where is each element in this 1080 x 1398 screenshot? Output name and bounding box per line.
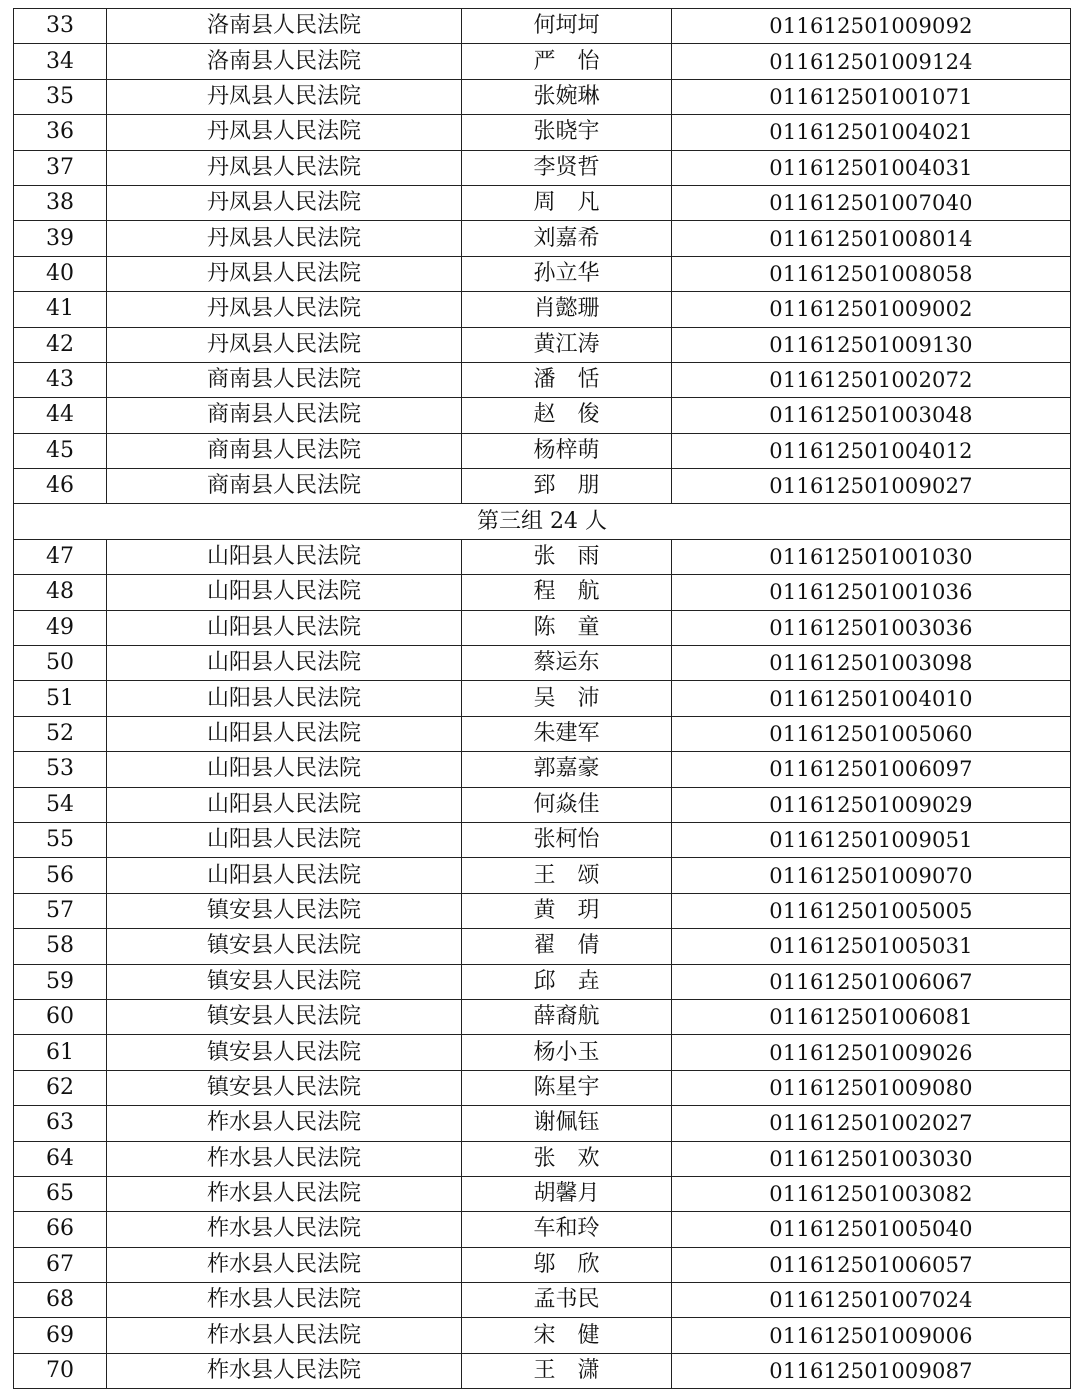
person-name: 宋 健	[462, 1318, 672, 1353]
row-number: 59	[14, 964, 107, 999]
table-row	[14, 893, 1071, 928]
table-row	[14, 1141, 1071, 1176]
candidate-id: 011612501009080	[672, 1070, 1071, 1105]
person-name: 刘嘉希	[462, 221, 672, 256]
table-row	[14, 469, 1071, 504]
court-name: 山阳县人民法院	[107, 822, 462, 857]
roster-rows-after	[14, 539, 1071, 1388]
court-name: 柞水县人民法院	[107, 1106, 462, 1141]
person-name: 张柯怡	[462, 822, 672, 857]
row-number: 45	[14, 433, 107, 468]
person-name: 黄 玥	[462, 893, 672, 928]
row-number: 70	[14, 1353, 107, 1388]
candidate-id: 011612501009051	[672, 822, 1071, 857]
table-row	[14, 1106, 1071, 1141]
candidate-id: 011612501005040	[672, 1212, 1071, 1247]
person-name: 王 潇	[462, 1353, 672, 1388]
candidate-id: 011612501006057	[672, 1247, 1071, 1282]
candidate-id: 011612501004021	[672, 115, 1071, 150]
row-number: 55	[14, 822, 107, 857]
table-row	[14, 999, 1071, 1034]
table-row	[14, 1176, 1071, 1211]
row-number: 41	[14, 292, 107, 327]
candidate-id: 011612501009006	[672, 1318, 1071, 1353]
row-number: 42	[14, 327, 107, 362]
table-row	[14, 1035, 1071, 1070]
row-number: 33	[14, 9, 107, 44]
court-name: 镇安县人民法院	[107, 893, 462, 928]
table-row	[14, 964, 1071, 999]
person-name: 杨小玉	[462, 1035, 672, 1070]
table-row	[14, 787, 1071, 822]
candidate-id: 011612501006067	[672, 964, 1071, 999]
table-row	[14, 1353, 1071, 1388]
candidate-id: 011612501003048	[672, 398, 1071, 433]
person-name: 胡馨月	[462, 1176, 672, 1211]
candidate-id: 011612501007040	[672, 185, 1071, 220]
row-number: 38	[14, 185, 107, 220]
group-header-section	[14, 504, 1071, 539]
court-name: 丹凤县人民法院	[107, 150, 462, 185]
table-row	[14, 752, 1071, 787]
row-number: 48	[14, 575, 107, 610]
person-name: 薛裔航	[462, 999, 672, 1034]
court-name: 山阳县人民法院	[107, 858, 462, 893]
candidate-id: 011612501003082	[672, 1176, 1071, 1211]
row-number: 57	[14, 893, 107, 928]
candidate-id: 011612501001071	[672, 79, 1071, 114]
court-name: 柞水县人民法院	[107, 1318, 462, 1353]
table-row	[14, 221, 1071, 256]
table-row	[14, 822, 1071, 857]
table-row	[14, 9, 1071, 44]
candidate-id: 011612501001036	[672, 575, 1071, 610]
person-name: 张晓宇	[462, 115, 672, 150]
court-name: 镇安县人民法院	[107, 1070, 462, 1105]
row-number: 56	[14, 858, 107, 893]
row-number: 51	[14, 681, 107, 716]
person-name: 张 雨	[462, 539, 672, 574]
court-name: 柞水县人民法院	[107, 1247, 462, 1282]
row-number: 67	[14, 1247, 107, 1282]
table-row	[14, 681, 1071, 716]
candidate-id: 011612501007024	[672, 1283, 1071, 1318]
row-number: 43	[14, 362, 107, 397]
table-row	[14, 716, 1071, 751]
row-number: 68	[14, 1283, 107, 1318]
table-row	[14, 646, 1071, 681]
court-name: 丹凤县人民法院	[107, 221, 462, 256]
group-header: 第三组 24 人	[14, 504, 1071, 539]
row-number: 50	[14, 646, 107, 681]
row-number: 64	[14, 1141, 107, 1176]
person-name: 郭嘉豪	[462, 752, 672, 787]
table-row	[14, 115, 1071, 150]
court-name: 丹凤县人民法院	[107, 256, 462, 291]
document-page	[13, 8, 1070, 1389]
candidate-id: 011612501008058	[672, 256, 1071, 291]
table-row	[14, 327, 1071, 362]
row-number: 58	[14, 929, 107, 964]
table-row	[14, 292, 1071, 327]
candidate-id: 011612501006081	[672, 999, 1071, 1034]
row-number: 69	[14, 1318, 107, 1353]
court-name: 洛南县人民法院	[107, 44, 462, 79]
candidate-id: 011612501002072	[672, 362, 1071, 397]
person-name: 黄江涛	[462, 327, 672, 362]
court-name: 商南县人民法院	[107, 433, 462, 468]
row-number: 47	[14, 539, 107, 574]
person-name: 孟书民	[462, 1283, 672, 1318]
person-name: 郅 朋	[462, 469, 672, 504]
person-name: 周 凡	[462, 185, 672, 220]
candidate-id: 011612501004012	[672, 433, 1071, 468]
candidate-id: 011612501004010	[672, 681, 1071, 716]
person-name: 赵 俊	[462, 398, 672, 433]
court-name: 柞水县人民法院	[107, 1176, 462, 1211]
table-row	[14, 1318, 1071, 1353]
row-number: 36	[14, 115, 107, 150]
candidate-id: 011612501005031	[672, 929, 1071, 964]
court-name: 商南县人民法院	[107, 398, 462, 433]
table-row	[14, 539, 1071, 574]
person-name: 张 欢	[462, 1141, 672, 1176]
candidate-id: 011612501003098	[672, 646, 1071, 681]
table-row	[14, 929, 1071, 964]
row-number: 40	[14, 256, 107, 291]
row-number: 37	[14, 150, 107, 185]
candidate-id: 011612501001030	[672, 539, 1071, 574]
row-number: 65	[14, 1176, 107, 1211]
row-number: 53	[14, 752, 107, 787]
court-name: 丹凤县人民法院	[107, 79, 462, 114]
row-number: 49	[14, 610, 107, 645]
table-row	[14, 1247, 1071, 1282]
candidate-id: 011612501008014	[672, 221, 1071, 256]
court-name: 商南县人民法院	[107, 469, 462, 504]
court-name: 柞水县人民法院	[107, 1283, 462, 1318]
row-number: 54	[14, 787, 107, 822]
table-row	[14, 1212, 1071, 1247]
group-header-row	[14, 504, 1071, 539]
court-name: 山阳县人民法院	[107, 681, 462, 716]
table-row	[14, 398, 1071, 433]
row-number: 35	[14, 79, 107, 114]
court-name: 丹凤县人民法院	[107, 185, 462, 220]
court-name: 柞水县人民法院	[107, 1141, 462, 1176]
candidate-id: 011612501005005	[672, 893, 1071, 928]
court-name: 丹凤县人民法院	[107, 327, 462, 362]
person-name: 张婉琳	[462, 79, 672, 114]
row-number: 46	[14, 469, 107, 504]
court-name: 丹凤县人民法院	[107, 292, 462, 327]
table-row	[14, 79, 1071, 114]
candidate-id: 011612501009087	[672, 1353, 1071, 1388]
table-row	[14, 185, 1071, 220]
row-number: 39	[14, 221, 107, 256]
person-name: 车和玲	[462, 1212, 672, 1247]
court-name: 山阳县人民法院	[107, 716, 462, 751]
candidate-id: 011612501004031	[672, 150, 1071, 185]
candidate-id: 011612501009029	[672, 787, 1071, 822]
candidate-id: 011612501002027	[672, 1106, 1071, 1141]
row-number: 34	[14, 44, 107, 79]
court-name: 洛南县人民法院	[107, 9, 462, 44]
person-name: 邬 欣	[462, 1247, 672, 1282]
person-name: 肖懿珊	[462, 292, 672, 327]
roster-rows-before	[14, 9, 1071, 504]
candidate-id: 011612501009130	[672, 327, 1071, 362]
person-name: 陈 童	[462, 610, 672, 645]
row-number: 60	[14, 999, 107, 1034]
candidate-id: 011612501009124	[672, 44, 1071, 79]
court-name: 丹凤县人民法院	[107, 115, 462, 150]
court-name: 山阳县人民法院	[107, 752, 462, 787]
person-name: 严 怡	[462, 44, 672, 79]
table-row	[14, 433, 1071, 468]
table-row	[14, 1070, 1071, 1105]
person-name: 孙立华	[462, 256, 672, 291]
court-name: 柞水县人民法院	[107, 1353, 462, 1388]
table-row	[14, 1283, 1071, 1318]
table-row	[14, 256, 1071, 291]
candidate-id: 011612501009070	[672, 858, 1071, 893]
row-number: 61	[14, 1035, 107, 1070]
table-row	[14, 150, 1071, 185]
person-name: 潘 恬	[462, 362, 672, 397]
person-name: 杨梓萌	[462, 433, 672, 468]
person-name: 吴 沛	[462, 681, 672, 716]
court-name: 商南县人民法院	[107, 362, 462, 397]
person-name: 何坷坷	[462, 9, 672, 44]
row-number: 66	[14, 1212, 107, 1247]
person-name: 王 颂	[462, 858, 672, 893]
court-name: 镇安县人民法院	[107, 964, 462, 999]
person-name: 翟 倩	[462, 929, 672, 964]
candidate-id: 011612501005060	[672, 716, 1071, 751]
person-name: 何焱佳	[462, 787, 672, 822]
court-name: 山阳县人民法院	[107, 575, 462, 610]
court-name: 山阳县人民法院	[107, 539, 462, 574]
roster-table	[13, 8, 1071, 1389]
court-name: 镇安县人民法院	[107, 929, 462, 964]
row-number: 62	[14, 1070, 107, 1105]
candidate-id: 011612501009092	[672, 9, 1071, 44]
table-row	[14, 44, 1071, 79]
candidate-id: 011612501006097	[672, 752, 1071, 787]
person-name: 程 航	[462, 575, 672, 610]
candidate-id: 011612501009026	[672, 1035, 1071, 1070]
court-name: 镇安县人民法院	[107, 999, 462, 1034]
court-name: 柞水县人民法院	[107, 1212, 462, 1247]
person-name: 蔡运东	[462, 646, 672, 681]
table-row	[14, 858, 1071, 893]
court-name: 山阳县人民法院	[107, 610, 462, 645]
court-name: 山阳县人民法院	[107, 646, 462, 681]
person-name: 邱 垚	[462, 964, 672, 999]
table-row	[14, 610, 1071, 645]
candidate-id: 011612501003036	[672, 610, 1071, 645]
row-number: 44	[14, 398, 107, 433]
candidate-id: 011612501009002	[672, 292, 1071, 327]
table-row	[14, 362, 1071, 397]
row-number: 52	[14, 716, 107, 751]
candidate-id: 011612501009027	[672, 469, 1071, 504]
candidate-id: 011612501003030	[672, 1141, 1071, 1176]
person-name: 朱建军	[462, 716, 672, 751]
table-row	[14, 575, 1071, 610]
court-name: 山阳县人民法院	[107, 787, 462, 822]
row-number: 63	[14, 1106, 107, 1141]
person-name: 李贤哲	[462, 150, 672, 185]
person-name: 谢佩钰	[462, 1106, 672, 1141]
person-name: 陈星宇	[462, 1070, 672, 1105]
court-name: 镇安县人民法院	[107, 1035, 462, 1070]
